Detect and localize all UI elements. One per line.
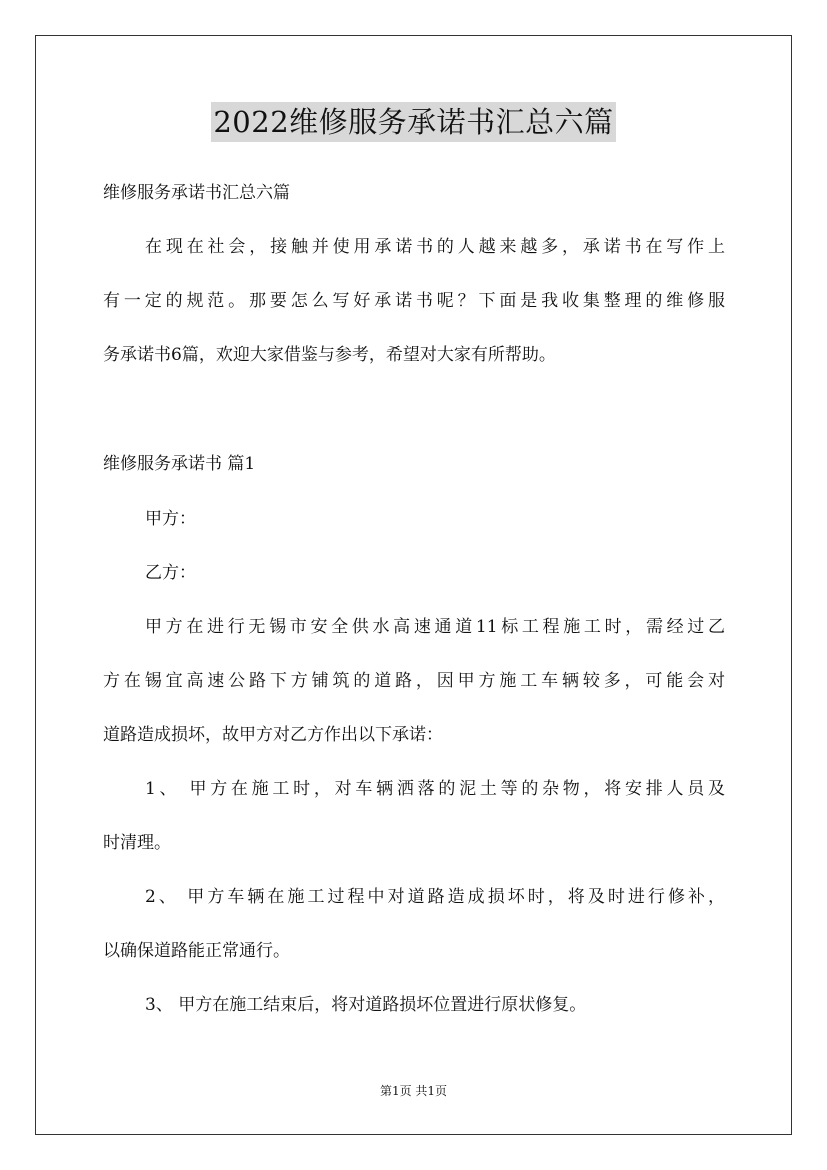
section-heading: 维修服务承诺书 篇1 bbox=[103, 454, 256, 474]
item-2-line-1: 2、 甲方车辆在施工过程中对道路造成损坏时，将及时进行修补， bbox=[145, 887, 725, 907]
intro-line-1: 在现在社会，接触并使用承诺书的人越来越多，承诺书在写作上 bbox=[145, 237, 725, 257]
intro-line-3: 务承诺书6篇，欢迎大家借鉴与参考，希望对大家有所帮助。 bbox=[103, 345, 556, 365]
item-3-line-1: 3、 甲方在施工结束后，将对道路损坏位置进行原状修复。 bbox=[145, 995, 587, 1015]
title-container bbox=[0, 102, 827, 142]
document-subtitle: 维修服务承诺书汇总六篇 bbox=[103, 183, 290, 203]
body-line-2: 方在锡宜高速公路下方铺筑的道路，因甲方施工车辆较多，可能会对 bbox=[103, 671, 725, 691]
body-line-3: 道路造成损坏，故甲方对乙方作出以下承诺： bbox=[103, 725, 443, 745]
party-a-label: 甲方： bbox=[145, 509, 196, 529]
page-footer: 第1页 共1页 bbox=[379, 1084, 448, 1098]
intro-line-2: 有一定的规范。那要怎么写好承诺书呢？下面是我收集整理的维修服 bbox=[103, 291, 725, 311]
document-title: 2022维修服务承诺书汇总六篇 bbox=[211, 102, 615, 142]
body-line-1: 甲方在进行无锡市安全供水高速通道11标工程施工时，需经过乙 bbox=[145, 617, 725, 637]
item-1-line-2: 时清理。 bbox=[103, 833, 171, 853]
party-b-label: 乙方： bbox=[145, 563, 196, 583]
item-1-line-1: 1、 甲方在施工时，对车辆洒落的泥土等的杂物，将安排人员及 bbox=[145, 779, 725, 799]
item-2-line-2: 以确保道路能正常通行。 bbox=[103, 941, 290, 961]
